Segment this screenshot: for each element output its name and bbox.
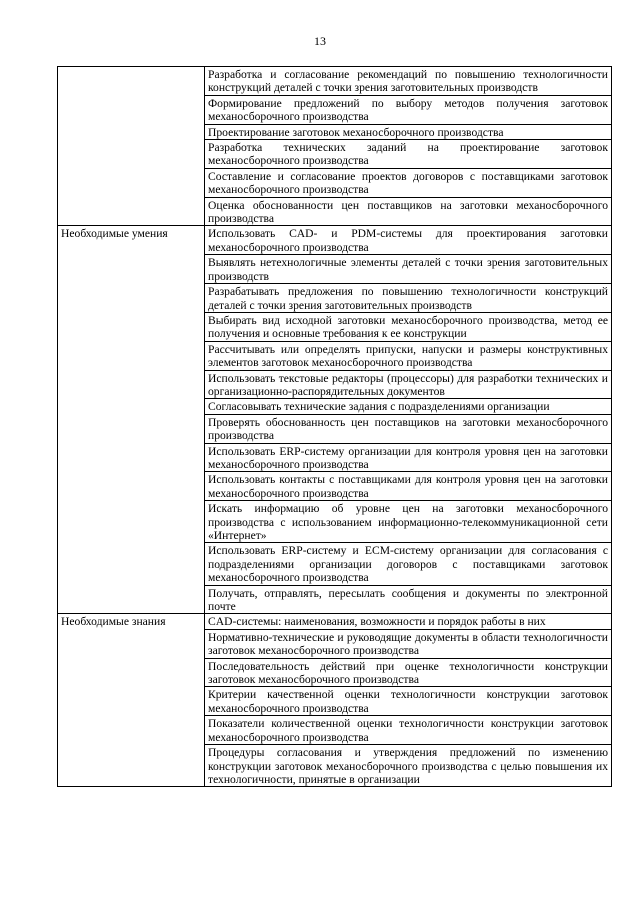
requirement-item: Показатели количественной оценки технологичности конструкции заготовок механосборочного производства	[205, 716, 612, 745]
requirement-item: Разработка и согласование рекомендаций по повышению технологичности конструкций деталей с точки зрения заготовительных производств	[205, 67, 612, 96]
requirement-item: Выявлять нетехнологичные элементы деталей с точки зрения заготовительных производств	[205, 255, 612, 284]
requirement-item: Использовать ERP-систему организации для контроля уровня цен на заготовки механосборочного производства	[205, 443, 612, 472]
requirements-table	[57, 66, 612, 787]
page-number: 13	[314, 34, 326, 48]
requirement-item: Использовать контакты с поставщиками для контроля уровня цен на заготовки механосборочного производства	[205, 472, 612, 501]
requirement-item: Выбирать вид исходной заготовки механосборочного производства, метод ее получения и основные требования к ее конструкции	[205, 312, 612, 341]
requirement-item: Получать, отправлять, пересылать сообщения и документы по электронной почте	[205, 585, 612, 614]
requirement-item: Рассчитывать или определять припуски, напуски и размеры конструктивных элементов заготовок механосборочного производства	[205, 341, 612, 370]
requirement-item: Разрабатывать предложения по повышению технологичности конструкций деталей с точки зрения заготовительных производств	[205, 284, 612, 313]
table-body	[58, 67, 612, 787]
requirement-item: Использовать ERP-систему и ECM-систему организации для согласования с подразделениями организации договоров с поставщиками заготовок механосборочного производства	[205, 543, 612, 585]
section-label	[58, 67, 205, 226]
requirement-item: Использовать текстовые редакторы (процессоры) для разработки технических и организационно-распорядительных документов	[205, 370, 612, 399]
requirement-item: Использовать CAD- и PDM-системы для проектирования заготовки механосборочного производства	[205, 226, 612, 255]
requirement-item: Проектирование заготовок механосборочного производства	[205, 124, 612, 139]
requirement-item: Нормативно-технические и руководящие документы в области технологичности заготовок механосборочного производства	[205, 629, 612, 658]
requirement-item: Проверять обоснованность цен поставщиков на заготовки механосборочного производства	[205, 414, 612, 443]
section-label: Необходимые умения	[58, 226, 205, 614]
table-row	[58, 226, 612, 255]
requirement-item: Составление и согласование проектов договоров с поставщиками заготовок механосборочного производства	[205, 168, 612, 197]
requirement-item: Процедуры согласования и утверждения предложений по изменению конструкции заготовок механосборочного производства с целью повышения их технологичности, принятые в организации	[205, 745, 612, 787]
table-row	[58, 614, 612, 629]
requirement-item: Искать информацию об уровне цен на заготовки механосборочного производства с использованием информационно-телекоммуникационной сети «Интернет»	[205, 501, 612, 543]
requirement-item: Оценка обоснованности цен поставщиков на заготовки механосборочного производства	[205, 197, 612, 226]
table-row	[58, 67, 612, 96]
requirement-item: Формирование предложений по выбору методов получения заготовок механосборочного производства	[205, 95, 612, 124]
requirement-item: Последовательность действий при оценке технологичности конструкции заготовок механосборочного производства	[205, 658, 612, 687]
requirement-item: Согласовывать технические задания с подразделениями организации	[205, 399, 612, 414]
requirement-item: Разработка технических заданий на проектирование заготовок механосборочного производства	[205, 140, 612, 169]
requirement-item: CAD-системы: наименования, возможности и порядок работы в них	[205, 614, 612, 629]
requirement-item: Критерии качественной оценки технологичности конструкции заготовок механосборочного производства	[205, 687, 612, 716]
section-label: Необходимые знания	[58, 614, 205, 787]
